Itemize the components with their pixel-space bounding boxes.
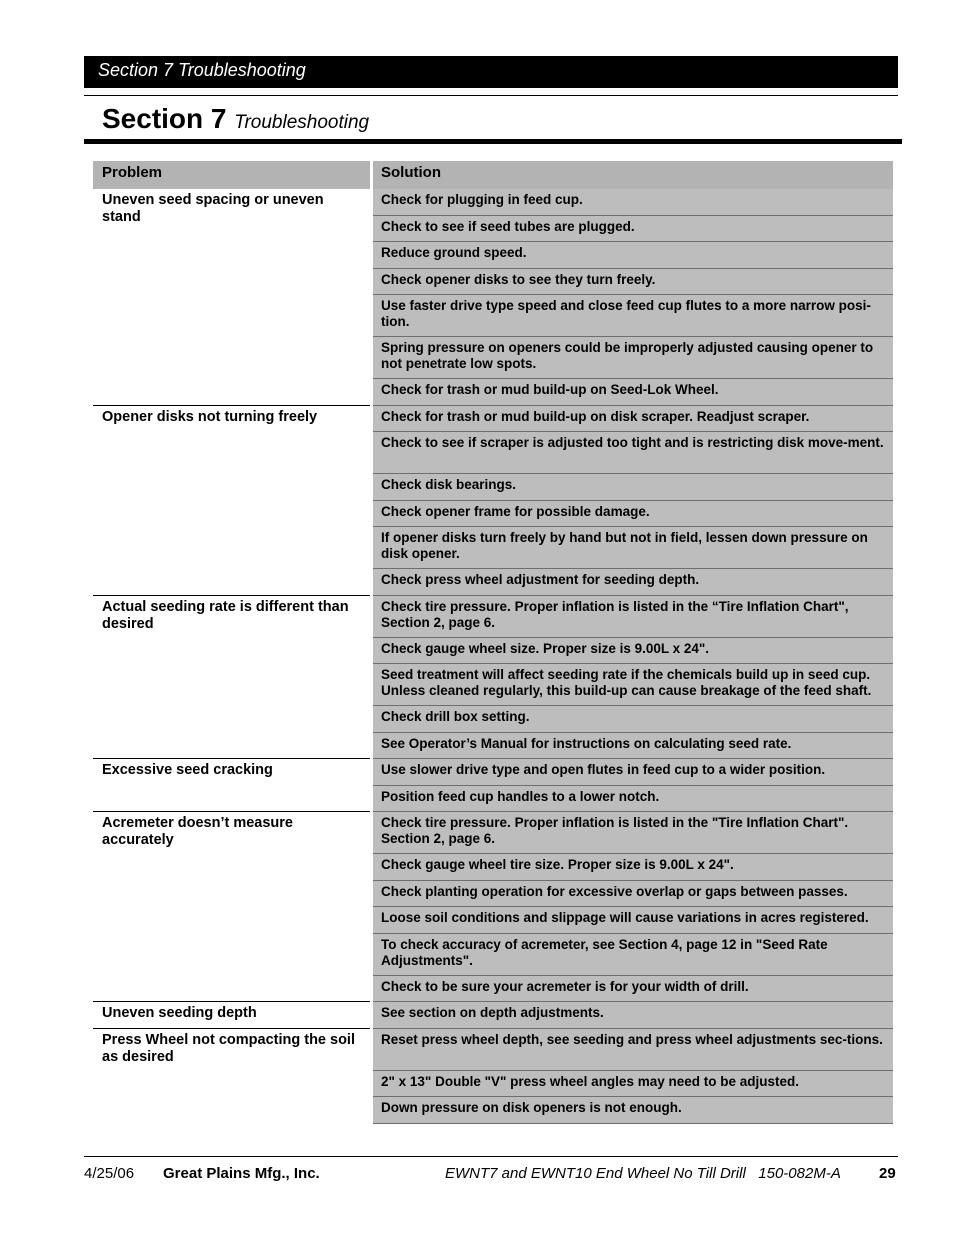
solution-cell: See Operator’s Manual for instructions on calculating seed rate. — [373, 733, 893, 760]
solution-cell: Check to be sure your acremeter is for your width of drill. — [373, 976, 893, 1003]
header-divider — [84, 95, 898, 96]
solutions-list — [373, 759, 893, 812]
column-header-problem: Problem — [93, 161, 370, 189]
table-row-group — [93, 1002, 893, 1029]
footer-manual-title: EWNT7 and EWNT10 End Wheel No Till Drill 150-082M-A — [445, 1165, 841, 1182]
solution-cell: Seed treatment will affect seeding rate if the chemicals build up in seed cup. Unless cleaned regularly, this build-up can cause breakage of the feed shaft. — [373, 664, 893, 706]
page-title-sub: Troubleshooting — [234, 112, 370, 133]
solution-cell: Use faster drive type speed and close feed cup flutes to a more narrow posi-tion. — [373, 295, 893, 337]
row-divider — [93, 595, 370, 596]
title-divider — [84, 139, 902, 144]
row-divider — [93, 811, 370, 812]
row-divider — [93, 758, 370, 759]
solution-cell: To check accuracy of acremeter, see Section 4, page 12 in "Seed Rate Adjustments". — [373, 934, 893, 976]
solution-cell: Check for trash or mud build-up on disk scraper. Readjust scraper. — [373, 406, 893, 433]
solutions-list — [373, 1002, 893, 1029]
solution-cell: Check planting operation for excessive overlap or gaps between passes. — [373, 881, 893, 908]
problem-cell: Excessive seed cracking — [102, 762, 273, 778]
solution-cell: Check gauge wheel size. Proper size is 9.00L x 24". — [373, 638, 893, 665]
solution-cell: Check tire pressure. Proper inflation is listed in the “Tire Inflation Chart", Section 2, page 6. — [373, 596, 893, 638]
solution-cell: Position feed cup handles to a lower notch. — [373, 786, 893, 813]
solution-cell: Check for trash or mud build-up on Seed-Lok Wheel. — [373, 379, 893, 406]
solution-cell: If opener disks turn freely by hand but not in field, lessen down pressure on disk opener. — [373, 527, 893, 569]
column-header-solution: Solution — [373, 161, 893, 189]
table-row-group — [93, 759, 893, 812]
table-body — [93, 189, 893, 1124]
row-divider — [93, 1028, 370, 1029]
solutions-list — [373, 1029, 893, 1124]
header-bar-text: Section 7 Troubleshooting — [98, 60, 306, 80]
solution-cell: Reduce ground speed. — [373, 242, 893, 269]
problem-cell: Uneven seed spacing or uneven stand — [102, 192, 324, 225]
solutions-list — [373, 596, 893, 760]
problem-cell: Opener disks not turning freely — [102, 408, 318, 425]
footer-company: Great Plains Mfg., Inc. — [163, 1165, 320, 1182]
solution-cell: Reset press wheel depth, see seeding and press wheel adjustments sec-tions. — [373, 1029, 893, 1071]
table-row-group — [93, 1029, 893, 1124]
problem-cell: Acremeter doesn’t measure accurately — [102, 815, 293, 848]
solution-cell: Check tire pressure. Proper inflation is listed in the "Tire Inflation Chart". Section 2, page 6. — [373, 812, 893, 854]
footer-divider — [84, 1156, 898, 1157]
footer-date: 4/25/06 — [84, 1165, 135, 1182]
row-divider — [93, 405, 370, 406]
solution-cell: Use slower drive type and open flutes in feed cup to a wider position. — [373, 759, 893, 786]
problem-cell: Press Wheel not compacting the soil as desired — [102, 1031, 355, 1065]
solution-cell: Check drill box setting. — [373, 706, 893, 733]
section-header-bar — [84, 56, 898, 88]
solution-cell: Check for plugging in feed cup. — [373, 189, 893, 216]
row-divider — [93, 1001, 370, 1002]
solution-cell: Down pressure on disk openers is not enough. — [373, 1097, 893, 1124]
table-row-group — [93, 812, 893, 1002]
solutions-list — [373, 406, 893, 596]
solution-cell: Check opener frame for possible damage. — [373, 501, 893, 528]
troubleshooting-table — [93, 161, 893, 1124]
solution-cell: 2" x 13" Double "V" press wheel angles may need to be adjusted. — [373, 1071, 893, 1098]
table-row-group — [93, 596, 893, 760]
solution-cell: Check gauge wheel tire size. Proper size is 9.00L x 24". — [373, 854, 893, 881]
problem-cell: Actual seeding rate is different than desired — [102, 598, 349, 632]
solution-cell: Check opener disks to see they turn freely. — [373, 269, 893, 296]
page-title-main: Section 7 — [102, 103, 227, 134]
table-row-group — [93, 406, 893, 596]
solution-cell: Spring pressure on openers could be improperly adjusted causing opener to not penetrate low spots. — [373, 337, 893, 379]
page-title — [102, 103, 369, 135]
solution-cell: Check to see if seed tubes are plugged. — [373, 216, 893, 243]
solution-cell: Check disk bearings. — [373, 474, 893, 501]
table-row-group — [93, 189, 893, 406]
solutions-list — [373, 812, 893, 1002]
solution-cell: Check press wheel adjustment for seeding depth. — [373, 569, 893, 596]
solution-cell: Loose soil conditions and slippage will cause variations in acres registered. — [373, 907, 893, 934]
problem-cell: Uneven seeding depth — [102, 1005, 257, 1021]
solution-cell: Check to see if scraper is adjusted too tight and is restricting disk move-ment. — [373, 432, 893, 474]
solution-cell: See section on depth adjustments. — [373, 1002, 893, 1029]
table-header — [93, 161, 893, 189]
page-number: 29 — [879, 1165, 896, 1182]
solutions-list — [373, 189, 893, 406]
